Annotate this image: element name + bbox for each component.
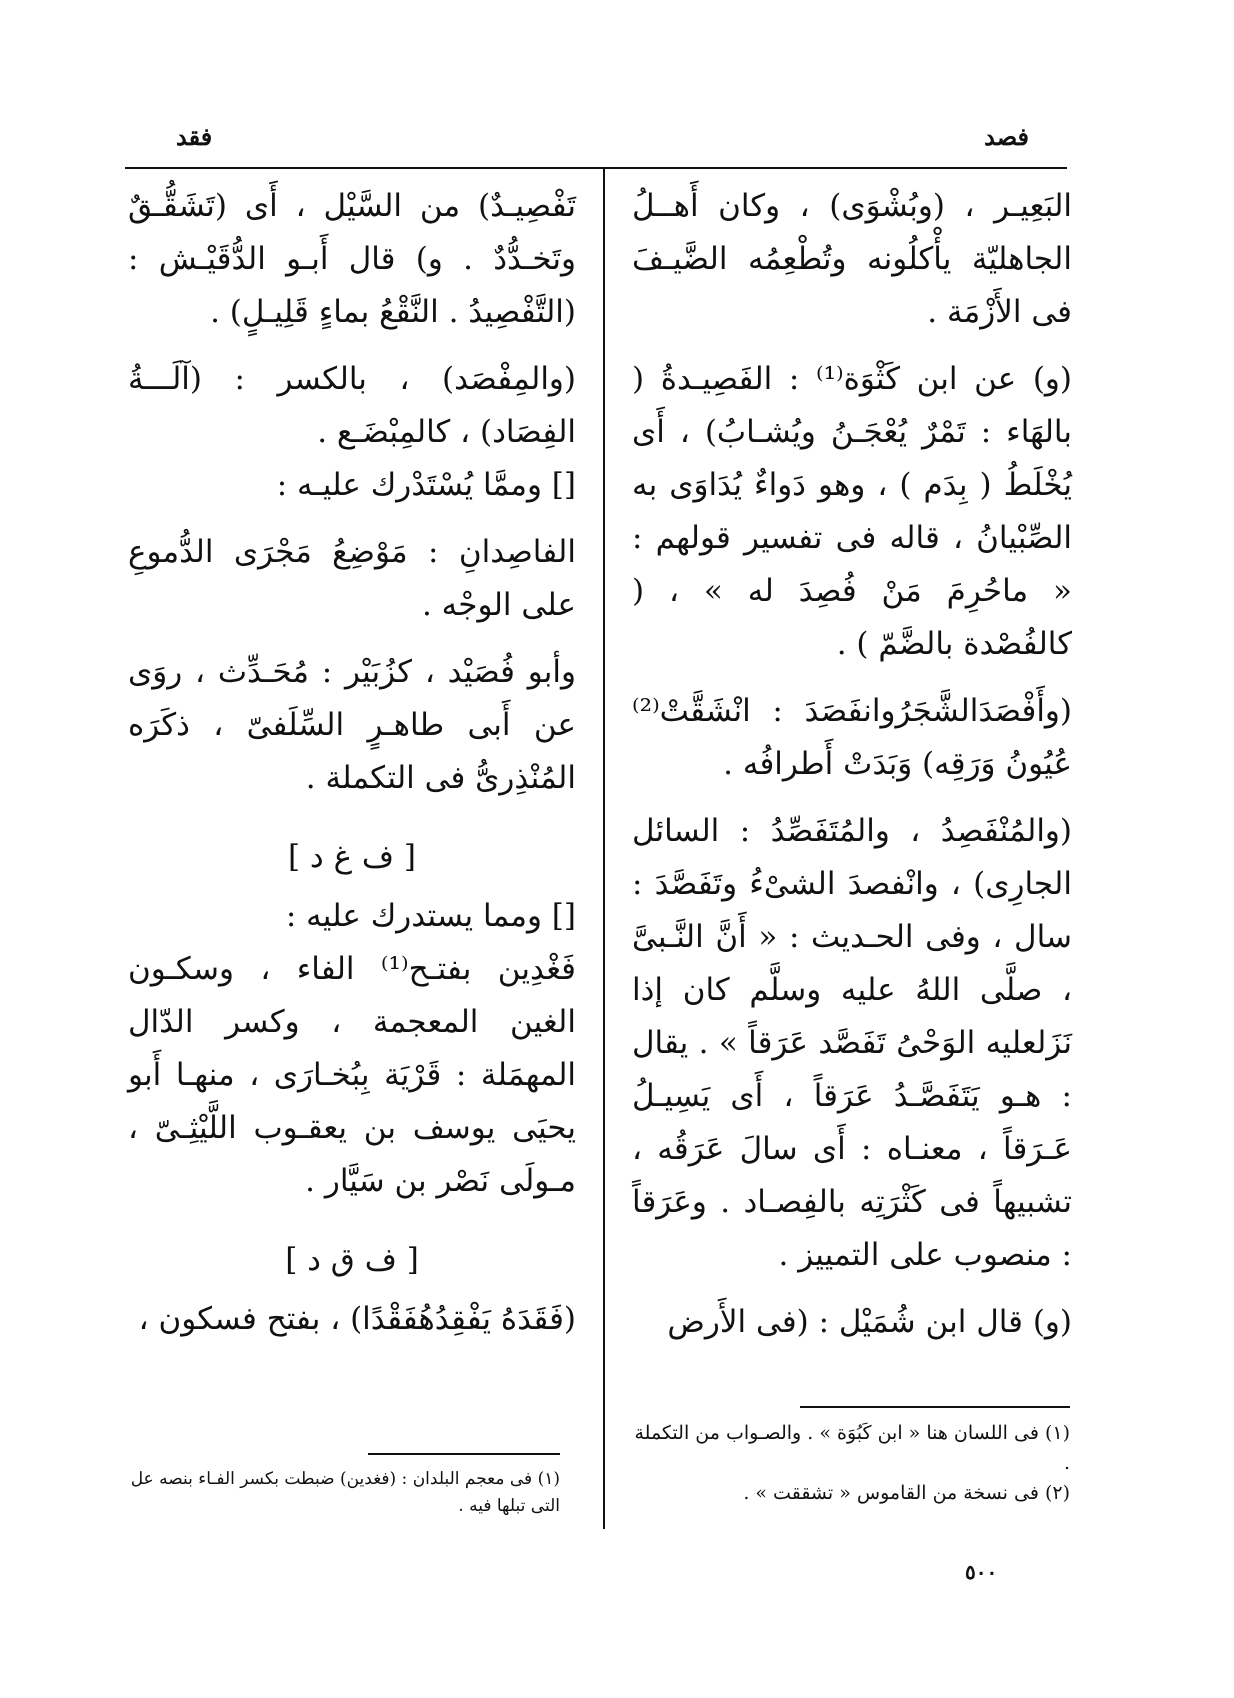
left-column xyxy=(128,180,576,1346)
paragraph: الفاصِدانِ : مَوْضِعُ مَجْرَى الدُّموعِ على الوجْه . xyxy=(128,534,576,623)
footnote-rule-left xyxy=(368,1453,560,1455)
paragraph: [] وممَّا يُسْتَدْرك عليـه : xyxy=(276,467,576,503)
header-keyword-left: فقد xyxy=(176,122,213,151)
footnote: (١) فى معجم البلدان : (فغدين) ضبطت بكسر الفـاء بنصه عل التى تبلها فيه . xyxy=(130,1469,560,1516)
paragraph: تَفْصِيـدٌ) من السَّيْل ، أَى (تَشَقُّـقٌ وتَخـدُّدٌ . و) قال أَبـو الدُّقَيْـش : (التَّفْصِيدُ . النَّقْعُ بماءٍ قَلِيـلٍ) . xyxy=(128,188,576,330)
paragraph: [] ومما يستدرك عليه : xyxy=(285,898,576,934)
entry-heading: [ ف ق د ] xyxy=(285,1242,419,1278)
paragraph: وأبو فُصَيْد ، كزُبَيْر : مُحَـدِّث ، روَى عن أَبى طاهـرٍ السِّلَفىّ ، ذكَرَه المُنْذِرىُّ فى التكملة . xyxy=(128,654,576,796)
right-column xyxy=(632,180,1072,1349)
paragraph: (والمِفْصَد) ، بالكسر : (آلَـــةُ الفِصَاد) ، كالمِبْضَـع . xyxy=(128,361,576,450)
paragraph: (والمُنْفَصِدُ ، والمُتَفَصِّدُ : السائل الجارِى) ، وانْفصدَ الشىْءُ وتَفَصَّدَ : سال ، وفى الحـديث : « أَنَّ النَّـبىَّ ، صلَّى اللهُ عليه وسلَّم كان إذا نَزَلعليه الوَحْىُ تَفَصَّد عَرَقاً » . يقال : هـو يَتَفَصَّـدُ عَرَقاً ، أَى يَسِيـلُ عَـرَقاً ، معنـاه : أَى سالَ عَرَقُه ، تشبيهاً فى كَثْرَتِه بالفِصـاد . وعَرَقاً : منصوب على التمييز . xyxy=(632,813,1072,1273)
paragraph: (فَقَدَهُ يَفْقِدُهُفَقْدًا) ، بفتح فسكون ، xyxy=(138,1301,576,1337)
column-divider xyxy=(603,167,605,1529)
paragraph: فَغْدِين بفتـح⁽¹⁾ الفاء ، وسكـون الغين المعجمة ، وكسر الدّال المهمَلة : قَرْيَة بِبُخـارَى ، منهـا أَبو يحيَى يوسف بن يعقـوب اللَّيْثِـىّ ، مـولَى نَصْر بن سَيَّار . xyxy=(128,951,576,1199)
header-rule xyxy=(125,167,1067,169)
paragraph: (وأَفْصَدَالشَّجَرُوانفَصَدَ : انْشَقَّتْ⁽²⁾ عُيُونُ وَرَقِه) وَبَدَتْ أَطرافُه . xyxy=(632,693,1072,782)
footnote: (١) فى اللسان هنا « ابن كَبُوَة » . والصـواب من التكملة . xyxy=(634,1422,1070,1474)
header-keyword-right: فصد xyxy=(984,122,1029,151)
paragraph: (و) عن ابن كَثْوَة⁽¹⁾ : الفَصِيـدةُ ( بالهَاء : تَمْرٌ يُعْجَـنُ ويُشـابُ) ، أَى يُخْلَطُ ( بِدَم ) ، وهو دَواءٌ يُدَاوَى به الصِّبْيانُ ، قاله فى تفسير قولهم : « ماحُرِمَ مَنْ فُصِدَ له » ، ( كالفُصْدة بالضَّمّ ) . xyxy=(632,361,1072,662)
entry-heading: [ ف غ د ] xyxy=(287,839,417,875)
paragraph: (و) قال ابن شُمَيْل : (فى الأَرض xyxy=(667,1304,1072,1340)
paragraph: البَعِيـر ، (وبُشْوَى) ، وكان أَهــلُ الجاهليّة يأْكلُونه وتُطْعِمُه الضَّيـفَ فى الأَزْمَة . xyxy=(632,188,1072,330)
footnotes-left xyxy=(128,1466,560,1520)
footnotes-right xyxy=(625,1418,1070,1508)
footnote-rule-right xyxy=(800,1406,1070,1408)
footnote: (٢) فى نسخة من القاموس « تشققت » . xyxy=(743,1482,1070,1504)
page-number: ٥٠٠ xyxy=(965,1560,998,1584)
